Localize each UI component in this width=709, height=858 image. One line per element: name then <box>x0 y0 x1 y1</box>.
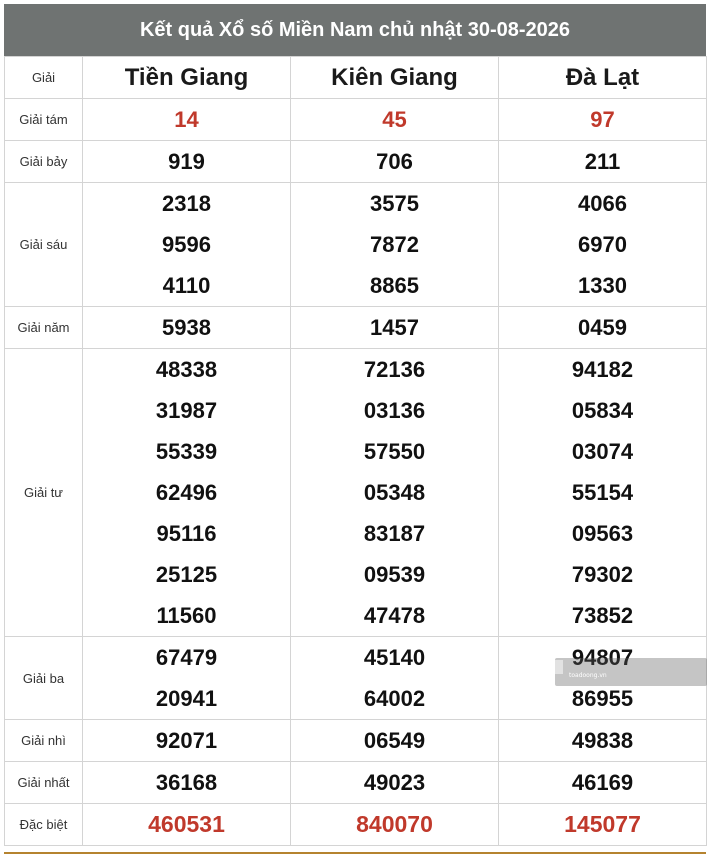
prize-column-header: Giải <box>5 57 83 99</box>
prize-number: 62496 <box>155 480 218 505</box>
prize-cell <box>291 720 499 762</box>
prize-number: 45 <box>382 107 407 132</box>
prize-number: 31987 <box>155 398 218 423</box>
prize-cell <box>291 141 499 183</box>
prize-label: Giải tư <box>5 349 83 637</box>
prize-number: 20941 <box>155 686 218 711</box>
prize-label: Giải nhì <box>5 720 83 762</box>
prize-cell <box>83 141 291 183</box>
prize-cell <box>499 141 707 183</box>
prize-label: Giải tám <box>5 99 83 141</box>
prize-number: 3575 <box>370 191 419 216</box>
prize-number: 05348 <box>363 480 426 505</box>
prize-number: 1457 <box>370 315 419 340</box>
province-header: Kiên Giang <box>291 57 499 99</box>
prize-label: Đặc biệt <box>5 804 83 846</box>
prize-number: 0459 <box>578 315 627 340</box>
prize-row <box>5 762 707 804</box>
prize-number: 7872 <box>370 232 419 257</box>
prize-number: 94182 <box>571 357 634 382</box>
prize-number: 2318 <box>162 191 211 216</box>
prize-cell <box>83 349 291 637</box>
prize-row <box>5 804 707 846</box>
prize-number: 05834 <box>571 398 634 423</box>
prize-cell <box>291 762 499 804</box>
prize-number: 09539 <box>363 562 426 587</box>
prize-cell <box>499 349 707 637</box>
prize-number: 86955 <box>571 686 634 711</box>
prize-label: Giải nhất <box>5 762 83 804</box>
prize-number: 5938 <box>162 315 211 340</box>
prize-cell <box>83 307 291 349</box>
prize-row <box>5 141 707 183</box>
prize-label: Giải sáu <box>5 183 83 307</box>
prize-number: 55339 <box>155 439 218 464</box>
prize-cell <box>291 99 499 141</box>
prize-cell <box>499 183 707 307</box>
prize-number: 36168 <box>155 770 218 795</box>
prize-label: Giải ba <box>5 637 83 720</box>
prize-number: 9596 <box>162 232 211 257</box>
prize-number: 211 <box>584 149 621 174</box>
prize-row <box>5 720 707 762</box>
prize-number: 83187 <box>363 521 426 546</box>
prize-number: 03074 <box>571 439 634 464</box>
prize-number: 919 <box>168 149 205 174</box>
prize-number: 47478 <box>363 603 426 628</box>
prize-cell <box>291 349 499 637</box>
prize-number: 06549 <box>363 728 426 753</box>
prize-cell <box>83 637 291 720</box>
prize-number: 97 <box>590 107 615 132</box>
prize-number: 25125 <box>155 562 218 587</box>
prize-number: 09563 <box>571 521 634 546</box>
prize-number: 79302 <box>571 562 634 587</box>
prize-number: 145077 <box>564 811 641 837</box>
prize-cell <box>499 804 707 846</box>
prize-cell <box>499 720 707 762</box>
prize-number: 4110 <box>162 273 211 298</box>
prize-number: 64002 <box>363 686 426 711</box>
prize-cell <box>499 307 707 349</box>
prize-number: 72136 <box>363 357 426 382</box>
prize-number: 6970 <box>578 232 627 257</box>
header-row <box>5 57 707 99</box>
prize-number: 92071 <box>155 728 218 753</box>
prize-number: 55154 <box>571 480 634 505</box>
prize-cell <box>83 762 291 804</box>
prize-number: 840070 <box>356 811 433 837</box>
prize-cell <box>499 99 707 141</box>
watermark-icon <box>555 660 563 674</box>
prize-number: 49838 <box>571 728 634 753</box>
prize-cell <box>83 720 291 762</box>
prize-number: 95116 <box>156 521 217 546</box>
prize-number: 45140 <box>363 645 426 670</box>
prize-number: 94807 <box>571 645 634 670</box>
prize-row <box>5 99 707 141</box>
prize-label: Giải bảy <box>5 141 83 183</box>
prize-label: Giải năm <box>5 307 83 349</box>
prize-number: 46169 <box>571 770 634 795</box>
prize-cell <box>291 183 499 307</box>
prize-number: 4066 <box>578 191 627 216</box>
results-table <box>4 56 707 846</box>
province-header: Đà Lạt <box>499 57 707 99</box>
prize-number: 706 <box>376 149 413 174</box>
prize-cell <box>83 183 291 307</box>
prize-number: 8865 <box>370 273 419 298</box>
watermark-text: toadoong.vn <box>569 672 607 679</box>
prize-number: 11560 <box>156 603 217 628</box>
prize-cell <box>291 307 499 349</box>
prize-row <box>5 183 707 307</box>
bottom-divider <box>4 852 706 854</box>
prize-number: 67479 <box>155 645 218 670</box>
prize-cell <box>83 804 291 846</box>
province-header: Tiền Giang <box>83 57 291 99</box>
prize-number: 73852 <box>571 603 634 628</box>
prize-cell <box>499 762 707 804</box>
prize-cell <box>83 99 291 141</box>
prize-number: 14 <box>174 107 199 132</box>
prize-cell <box>291 637 499 720</box>
prize-number: 48338 <box>155 357 218 382</box>
watermark-logo <box>555 658 707 686</box>
results-container <box>4 4 706 846</box>
prize-number: 1330 <box>578 273 627 298</box>
prize-number: 03136 <box>363 398 426 423</box>
prize-number: 460531 <box>148 811 225 837</box>
page-title: Kết quả Xổ số Miền Nam chủ nhật 30-08-2026 <box>4 4 706 56</box>
prize-cell <box>291 804 499 846</box>
prize-number: 49023 <box>363 770 426 795</box>
prize-number: 57550 <box>363 439 426 464</box>
prize-row <box>5 307 707 349</box>
prize-row <box>5 349 707 637</box>
